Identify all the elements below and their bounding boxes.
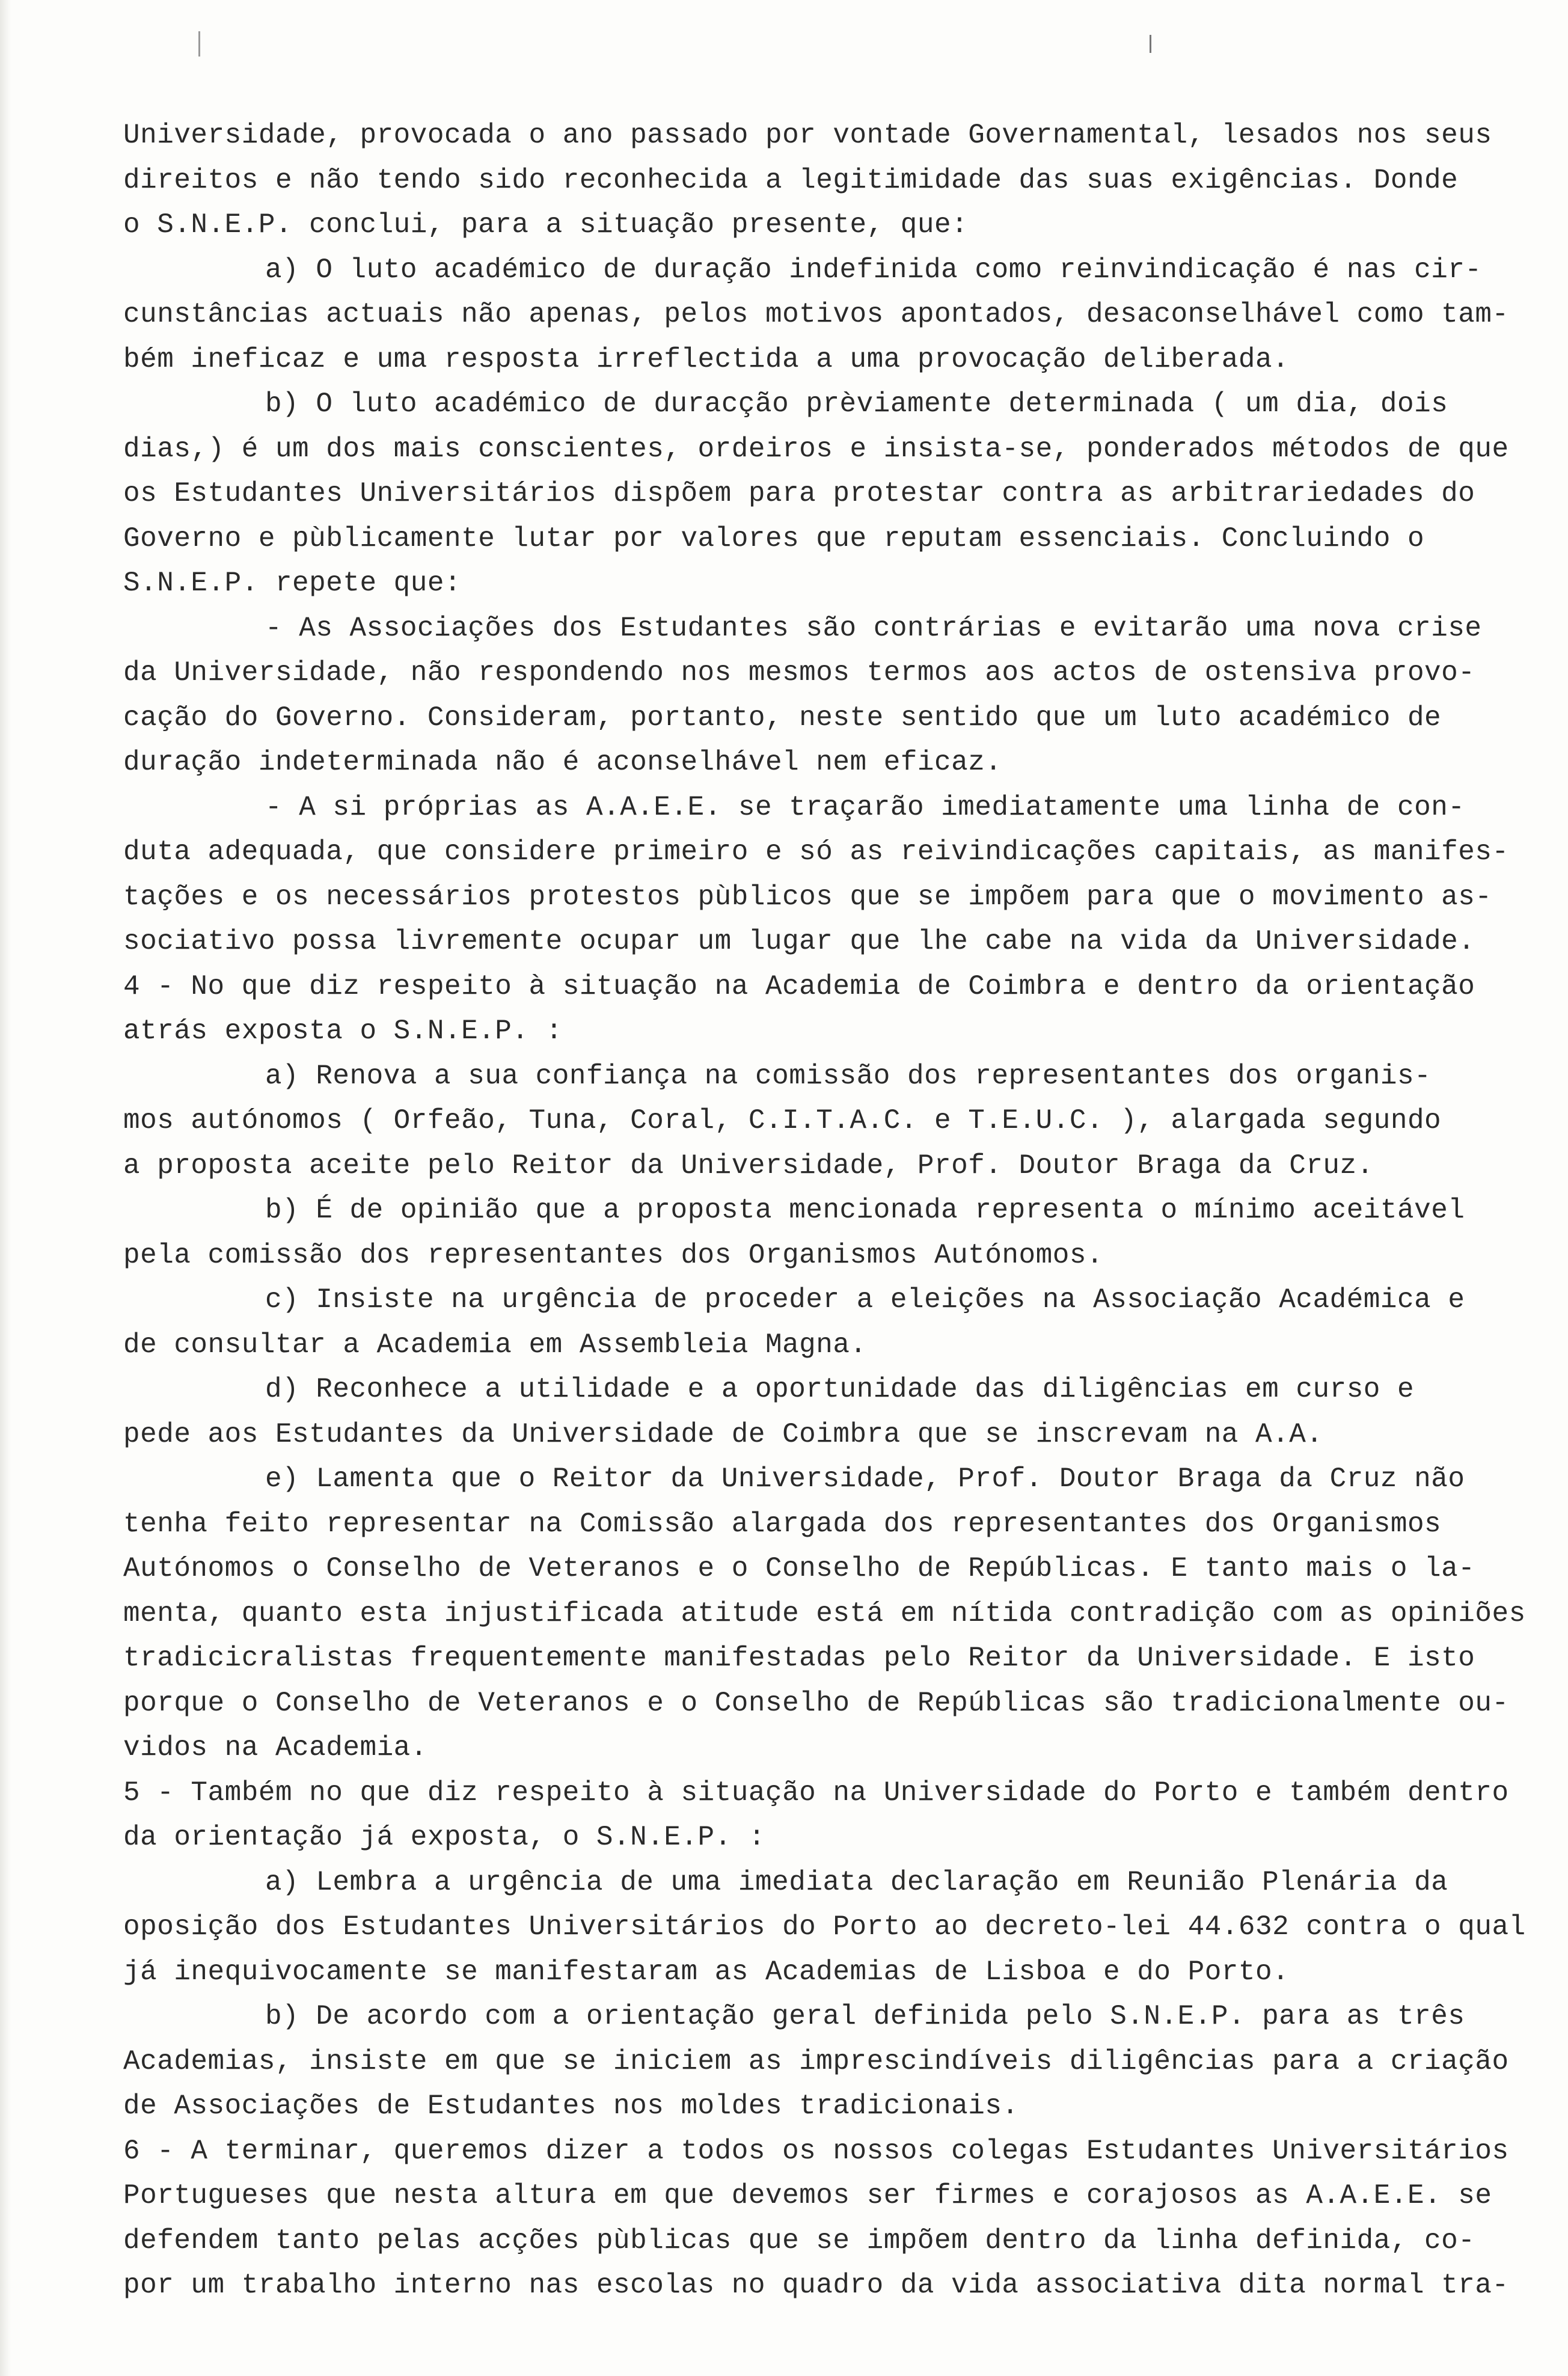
document-body xyxy=(123,113,1526,2308)
text-line: pela comissão dos representantes dos Organismos Autónomos. xyxy=(123,1239,1104,1271)
text-line: duta adequada, que considere primeiro e só as reivindicações capitais, as manifes- xyxy=(123,836,1509,868)
text-line: b) É de opinião que a proposta mencionada representa o mínimo aceitável xyxy=(265,1195,1465,1226)
text-line: oposição dos Estudantes Universitários do Porto ao decreto-lei 44.632 contra o qual xyxy=(123,1911,1526,1943)
text-line: pede aos Estudantes da Universidade de Coimbra que se inscrevam na A.A. xyxy=(123,1418,1323,1450)
text-line: b) De acordo com a orientação geral definida pelo S.N.E.P. para as três xyxy=(265,2001,1465,2032)
text-line: - A si próprias as A.A.E.E. se traçarão imediatamente uma linha de con- xyxy=(265,791,1465,823)
text-line: Portugueses que nesta altura em que devemos ser firmes e corajosos as A.A.E.E. se xyxy=(123,2180,1492,2211)
text-line: e) Lamenta que o Reitor da Universidade, Prof. Doutor Braga da Cruz não xyxy=(265,1463,1465,1495)
text-line: menta, quanto esta injustificada atitude está em nítida contradição com as opiniões xyxy=(123,1597,1526,1629)
text-line: porque o Conselho de Veteranos e o Conselho de Repúblicas são tradicionalmente ou- xyxy=(123,1687,1509,1719)
text-line: - As Associações dos Estudantes são contrárias e evitarão uma nova crise xyxy=(265,612,1482,644)
text-line: b) O luto académico de duracção prèviamente determinada ( um dia, dois xyxy=(265,388,1448,420)
text-line: vidos na Academia. xyxy=(123,1732,427,1763)
margin-mark-right xyxy=(1150,35,1151,53)
text-line: 4 - No que diz respeito à situação na Academia de Coimbra e dentro da orientação xyxy=(123,970,1475,1002)
text-line: cação do Governo. Consideram, portanto, neste sentido que um luto académico de xyxy=(123,702,1442,733)
text-line: a) O luto académico de duração indefinida como reinvindicação é nas cir- xyxy=(265,254,1482,286)
text-line: defendem tanto pelas acções pùblicas que se impõem dentro da linha definida, co- xyxy=(123,2224,1475,2256)
text-line: duração indeterminada não é aconselhável nem eficaz. xyxy=(123,747,1002,778)
text-line: Autónomos o Conselho de Veteranos e o Conselho de Repúblicas. E tanto mais o la- xyxy=(123,1553,1475,1584)
text-line: tações e os necessários protestos pùblicos que se impõem para que o movimento as- xyxy=(123,881,1492,913)
text-line: tradicicralistas frequentemente manifestadas pelo Reitor da Universidade. E isto xyxy=(123,1643,1475,1674)
text-line: tenha feito representar na Comissão alargada dos representantes dos Organismos xyxy=(123,1508,1442,1540)
text-line: Universidade, provocada o ano passado por vontade Governamental, lesados nos seus xyxy=(123,120,1492,151)
text-line: c) Insiste na urgência de proceder a eleições na Associação Académica e xyxy=(265,1284,1465,1315)
text-line: Academias, insiste em que se iniciem as imprescindíveis diligências para a criação xyxy=(123,2045,1509,2077)
text-line: bém ineficaz e uma resposta irreflectida a uma provocação deliberada. xyxy=(123,343,1290,375)
text-line: Governo e pùblicamente lutar por valores que reputam essenciais. Concluindo o xyxy=(123,522,1425,554)
text-line: da orientação já exposta, o S.N.E.P. : xyxy=(123,1822,765,1853)
text-line: sociativo possa livremente ocupar um lugar que lhe cabe na vida da Universidade. xyxy=(123,926,1475,957)
text-line: mos autónomos ( Orfeão, Tuna, Coral, C.I.T.A.C. e T.E.U.C. ), alargada segundo xyxy=(123,1105,1442,1136)
margin-mark-left xyxy=(198,31,200,57)
text-line: 6 - A terminar, queremos dizer a todos os nossos colegas Estudantes Universitários xyxy=(123,2135,1509,2167)
text-line: direitos e não tendo sido reconhecida a legitimidade das suas exigências. Donde xyxy=(123,164,1459,196)
text-line: a proposta aceite pelo Reitor da Universidade, Prof. Doutor Braga da Cruz. xyxy=(123,1150,1374,1181)
text-line: a) Renova a sua confiança na comissão dos representantes dos organis- xyxy=(265,1060,1432,1092)
text-line: dias,) é um dos mais conscientes, ordeiros e insista-se, ponderados métodos de que xyxy=(123,433,1509,465)
text-line: da Universidade, não respondendo nos mesmos termos aos actos de ostensiva provo- xyxy=(123,657,1475,688)
text-line: de consultar a Academia em Assembleia Magna. xyxy=(123,1329,867,1361)
text-line: o S.N.E.P. conclui, para a situação presente, que: xyxy=(123,209,969,240)
text-line: os Estudantes Universitários dispõem para protestar contra as arbitrariedades do xyxy=(123,478,1475,509)
text-line: 5 - Também no que diz respeito à situação na Universidade do Porto e também dentro xyxy=(123,1777,1509,1808)
paper-edge xyxy=(0,0,11,2376)
text-line: S.N.E.P. repete que: xyxy=(123,568,462,599)
text-line: já inequivocamente se manifestaram as Academias de Lisboa e do Porto. xyxy=(123,1956,1290,1988)
text-line: d) Reconhece a utilidade e a oportunidade das diligências em curso e xyxy=(265,1374,1415,1405)
text-line: a) Lembra a urgência de uma imediata declaração em Reunião Plenária da xyxy=(265,1866,1448,1898)
text-line: de Associações de Estudantes nos moldes tradicionais. xyxy=(123,2090,1019,2122)
text-line: cunstâncias actuais não apenas, pelos motivos apontados, desaconselhável como tam- xyxy=(123,299,1509,330)
text-line: por um trabalho interno nas escolas no quadro da vida associativa dita normal tra- xyxy=(123,2270,1509,2301)
text-line: atrás exposta o S.N.E.P. : xyxy=(123,1015,563,1047)
